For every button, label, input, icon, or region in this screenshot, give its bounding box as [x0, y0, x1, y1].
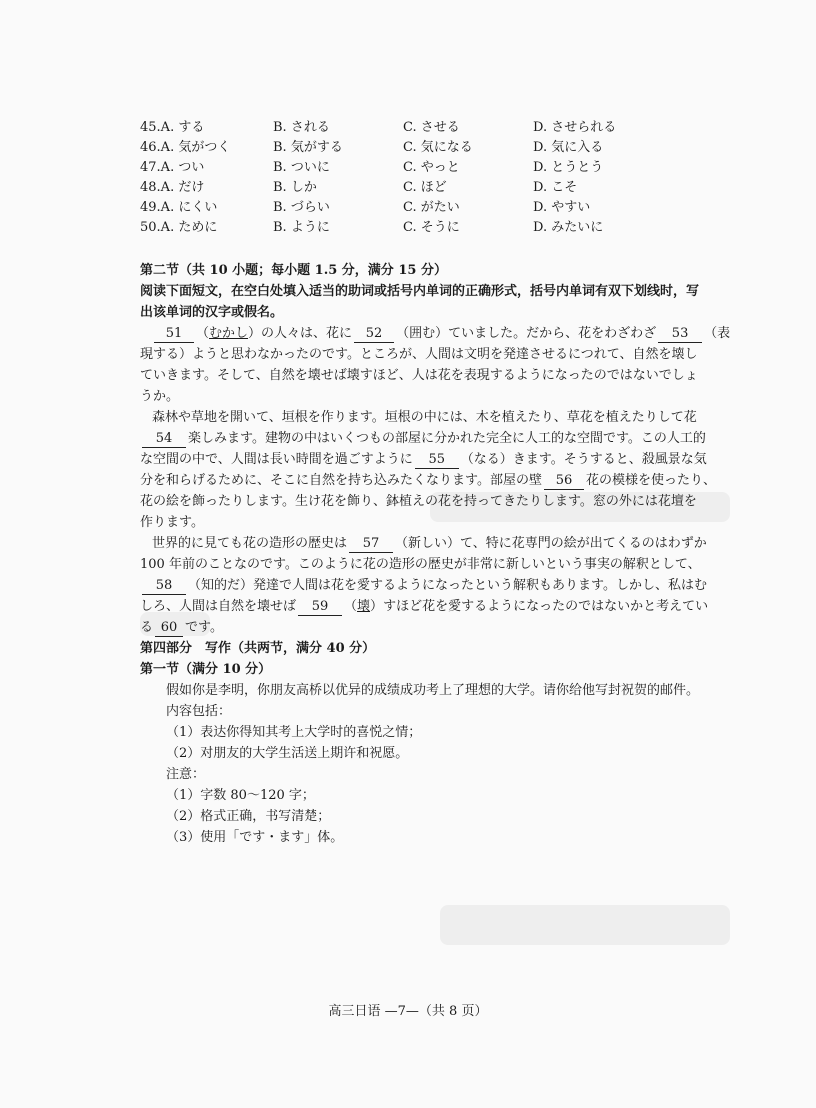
- passage-line: うか。: [140, 389, 180, 404]
- blank-55: 55: [415, 452, 459, 469]
- passage-line: 森林や草地を開いて、垣根を作ります。垣根の中には、木を植えたり、草花を植えたりして花: [152, 410, 697, 425]
- option-row-50: [140, 218, 663, 238]
- blank-59: 59: [298, 599, 342, 616]
- option: B. される: [273, 120, 330, 135]
- option: C. そうに: [403, 220, 460, 235]
- content-item: （1）表达你得知其考上大学时的喜悦之情；: [166, 725, 422, 740]
- note-item: （1）字数 80～120 字；: [166, 788, 315, 803]
- option-row-45: [140, 118, 663, 138]
- passage-line: 100 年前のことなのです。このように花の造形の歴史が非常に新しいという事実の解釈として、: [140, 557, 701, 572]
- option: C. させる: [403, 120, 460, 135]
- content-label: 内容包括：: [166, 704, 232, 719]
- instruction-line: 阅读下面短文，在空白处填入适当的助词或括号内单词的正确形式，括号内单词有双下划线时，写: [140, 284, 700, 299]
- passage-line: 現する）ようと思わなかったのです。ところが、人間は文明を発達させるにつれて、自然を壊し: [140, 347, 698, 362]
- passage-line: 作ります。: [140, 515, 204, 530]
- passage-text: な空間の中で、人間は長い時間を過ごすように: [140, 452, 413, 467]
- blank-57: 57: [349, 536, 393, 553]
- passage-text: る: [140, 620, 154, 635]
- passage-line: しろ、人間は自然を壊せば 59 （壊）すほど花を愛するようになったのではないかと考えてい: [140, 599, 709, 614]
- option: C. やっと: [403, 160, 460, 175]
- scan-smudge: [440, 905, 730, 945]
- passage-text: （知的だ）発達で人間は花を愛するようになったという解釈もあります。しかし、私はむ: [188, 578, 707, 593]
- option: B. ように: [273, 220, 330, 235]
- section-heading: 第二节（共 10 小题；每小题 1.5 分，满分 15 分）: [140, 263, 447, 278]
- option-row-48: [140, 178, 663, 198]
- option: D. やすい: [533, 200, 591, 215]
- passage-text: 楽しみます。建物の中はいくつもの部屋に分かれた完全に人工的な空間です。この人工的: [188, 431, 706, 446]
- option: D. とうとう: [533, 160, 604, 175]
- passage-text: の人々は、花に: [261, 326, 353, 341]
- option: B. づらい: [273, 200, 330, 215]
- passage-text: （なる）きます。そうすると、殺風景な気: [460, 452, 707, 467]
- passage-text: （囲む）ていました。だから、花をわざわざ: [396, 326, 657, 341]
- passage-text: しろ、人間は自然を壊せば: [140, 599, 297, 614]
- passage-text: （表: [704, 326, 731, 341]
- option: D. みたいに: [533, 220, 604, 235]
- page-footer: 高三日语 —7—（共 8 页）: [328, 1004, 488, 1019]
- option: D. こそ: [533, 180, 578, 195]
- option: 47.A. つい: [140, 160, 205, 175]
- passage-line: [140, 470, 736, 491]
- option: C. がたい: [403, 200, 460, 215]
- note-item: （2）格式正确，书写清楚；: [166, 809, 331, 824]
- option: B. 気がする: [273, 140, 343, 155]
- passage-line: 花の絵を飾ったりします。生け花を飾り、鉢植えの花を持ってきたりします。窓の外には花壇を: [140, 494, 697, 509]
- options-table: [140, 118, 663, 238]
- note-item: （3）使用「です・ます」体。: [166, 830, 344, 845]
- underlined-word: むかし: [209, 326, 249, 341]
- content-item: （2）对朋友的大学生活送上期许和祝愿。: [166, 746, 409, 761]
- part-heading: 第四部分 写作（共两节，满分 40 分）: [140, 641, 376, 656]
- option: 48.A. だけ: [140, 180, 205, 195]
- blank-52: 52: [354, 326, 394, 343]
- blank-53: 53: [658, 326, 702, 343]
- option: D. させられる: [533, 120, 617, 135]
- passage-line: 51 （むかし）の人々は、花に 52 （囲む）ていました。だから、花をわざわざ 53 （表: [140, 323, 736, 344]
- option: 45.A. する: [140, 120, 205, 135]
- passage-text: すほど花を愛するようになったのではないかと考えてい: [383, 599, 709, 614]
- option: B. しか: [273, 180, 317, 195]
- option: D. 気に入る: [533, 140, 604, 155]
- passage-line: [140, 533, 736, 554]
- passage-line: [140, 449, 736, 470]
- blank-58: 58: [142, 578, 186, 595]
- passage-text: （新しい）て、特に花専門の絵が出てくるのはわずか: [395, 536, 707, 551]
- blank-51: 51: [154, 326, 194, 343]
- instruction-line: 出该单词的汉字或假名。: [140, 305, 284, 320]
- task-text: 假如你是李明，你朋友高桥以优异的成绩成功考上了理想的大学。请你给他写封祝贺的邮件。: [166, 683, 700, 698]
- option: C. ほど: [403, 180, 447, 195]
- passage-text: です。: [185, 620, 223, 635]
- underlined-word: 壊: [357, 599, 371, 614]
- subsection-heading: 第一节（满分 10 分）: [140, 662, 272, 677]
- passage-line: [140, 575, 736, 596]
- passage-text: 世界的に見ても花の造形の歴史は: [152, 536, 348, 551]
- blank-56: 56: [544, 473, 584, 490]
- passage-text: 分を和らげるために、そこに自然を持ち込みたくなります。部屋の壁: [140, 473, 542, 488]
- passage-line: [140, 617, 736, 638]
- passage-line: ていきます。そして、自然を壊せば壊すほど、人は花を表現するようになったのではないでしょ: [140, 368, 698, 383]
- option-row-46: [140, 138, 663, 158]
- passage-line: [140, 428, 736, 449]
- option: B. ついに: [273, 160, 330, 175]
- notes-label: 注意：: [166, 767, 206, 782]
- blank-54: 54: [142, 431, 186, 448]
- blank-60: 60: [155, 620, 183, 637]
- option: 49.A. にくい: [140, 200, 218, 215]
- passage-text: 花の模様を使ったり、: [585, 473, 716, 488]
- option-row-47: [140, 158, 663, 178]
- section-2: [140, 260, 736, 638]
- option-row-49: [140, 198, 663, 218]
- option: 50.A. ために: [140, 220, 218, 235]
- option: C. 気になる: [403, 140, 473, 155]
- part-4: [140, 638, 736, 848]
- option: 46.A. 気がつく: [140, 140, 231, 155]
